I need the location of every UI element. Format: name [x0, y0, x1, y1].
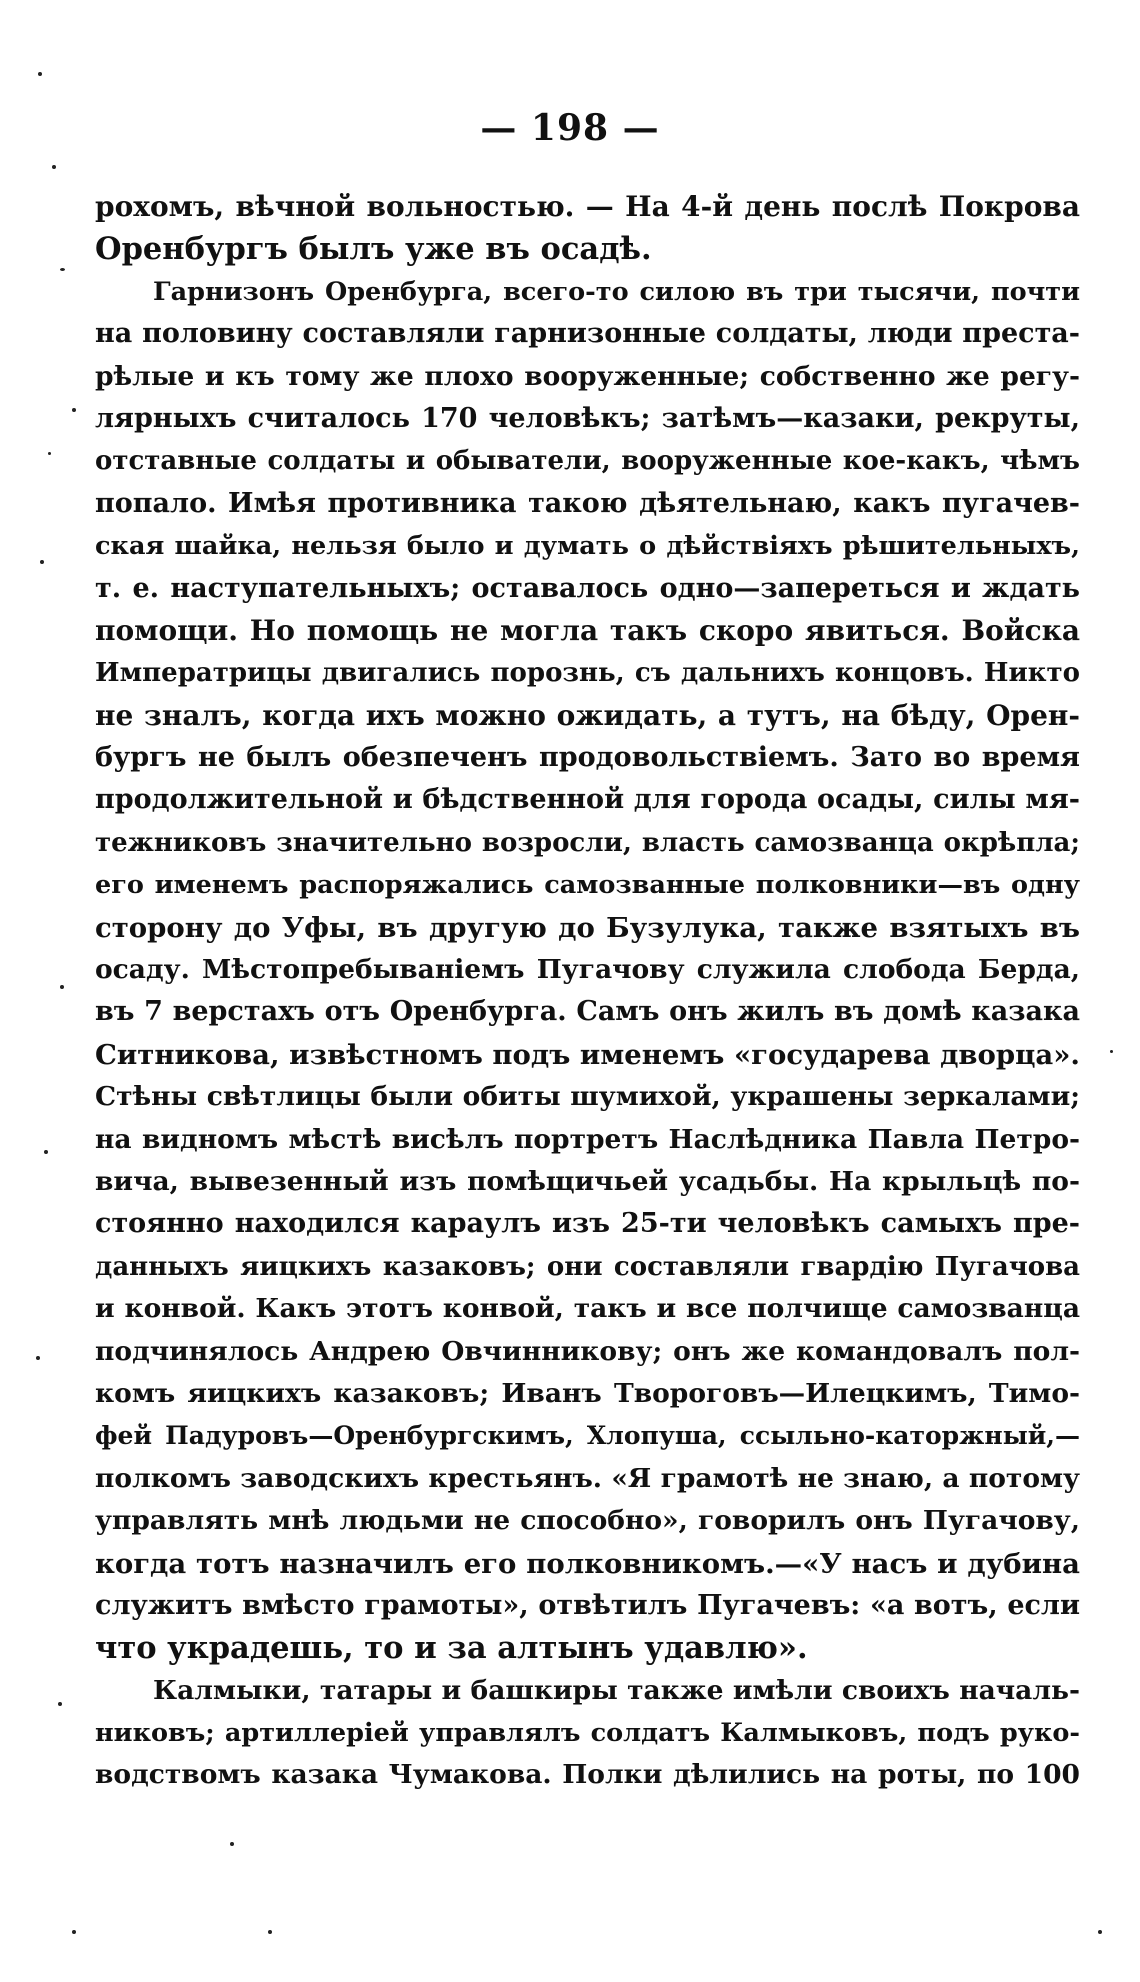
scan-speck — [44, 1150, 48, 1154]
scan-speck — [36, 1356, 40, 1360]
text-line: подчинялось Андрею Овчинникову; онъ же командовалъ пол- — [95, 1335, 1080, 1367]
text-line: бургъ не былъ обезпеченъ продовольствіемъ. Зато во время — [95, 742, 1080, 774]
text-line: Императрицы двигались порознь, съ дальнихъ концовъ. Никто — [95, 658, 1080, 689]
text-line: стоянно находился караулъ изъ 25-ти человѣкъ самыхъ пре- — [95, 1208, 1080, 1240]
text-line: комъ яицкихъ казаковъ; Иванъ Твороговъ—Илецкимъ, Тимо- — [95, 1377, 1080, 1409]
text-line: никовъ; артиллеріей управлялъ солдатъ Калмыковъ, подъ руко- — [95, 1718, 1080, 1749]
text-line: Стѣны свѣтлицы были обиты шумихой, украшены зеркалами; — [95, 1081, 1080, 1113]
scan-speck — [48, 452, 51, 455]
scan-speck — [40, 560, 44, 564]
text-line: сторону до Уфы, въ другую до Бузулука, также взятыхъ въ — [95, 911, 1080, 944]
text-line: его именемъ распоряжались самозванные полковники—въ одну — [95, 870, 1080, 901]
body-text — [95, 186, 1080, 1797]
text-line: Оренбургъ былъ уже въ осадѣ. — [95, 231, 652, 268]
text-line: на видномъ мѣстѣ висѣлъ портретъ Наслѣдника Павла Петро- — [95, 1123, 1080, 1155]
text-line: Гарнизонъ Оренбурга, всего-то силою въ три тысячи, почти — [153, 276, 1080, 307]
text-line: помощи. Но помощь не могла такъ скоро явиться. Войска — [95, 613, 1080, 647]
scan-speck — [268, 1930, 272, 1934]
text-line: вича, вывезенный изъ помѣщичьей усадьбы. На крыльцѣ по- — [95, 1165, 1080, 1197]
scan-speck — [1110, 1050, 1113, 1053]
text-line: т. е. наступательныхъ; оставалось одно—запереться и ждать — [95, 572, 1080, 604]
text-line: осаду. Мѣстопребываніемъ Пугачову служила слобода Берда, — [95, 954, 1080, 986]
text-line: и конвой. Какъ этотъ конвой, такъ и все полчище самозванца — [95, 1293, 1080, 1325]
text-line: служитъ вмѣсто грамоты», отвѣтилъ Пугачевъ: «а вотъ, если — [95, 1589, 1080, 1621]
scan-speck — [38, 72, 42, 76]
text-line: продолжительной и бѣдственной для города осады, силы мя- — [95, 784, 1080, 816]
text-line: не зналъ, когда ихъ можно ожидать, а тутъ, на бѣду, Орен- — [95, 698, 1080, 732]
scan-speck — [60, 268, 65, 271]
scan-speck — [72, 408, 76, 412]
text-line: Ситникова, извѣстномъ подъ именемъ «государева дворца». — [95, 1038, 1080, 1071]
text-line: данныхъ яицкихъ казаковъ; они составляли гвардію Пугачова — [95, 1251, 1080, 1282]
scan-speck — [72, 1930, 76, 1934]
text-line: лярныхъ считалось 170 человѣкъ; затѣмъ—казаки, рекруты, — [95, 402, 1080, 434]
text-line: рохомъ, вѣчной вольностью. — На 4-й день послѣ Покрова — [95, 190, 1080, 223]
scan-speck — [52, 165, 56, 169]
text-line: отставные солдаты и обыватели, вооруженные кое-какъ, чѣмъ — [95, 446, 1080, 477]
text-line: водствомъ казака Чумакова. Полки дѣлились на роты, по 100 — [95, 1759, 1080, 1791]
scan-speck — [60, 985, 64, 989]
text-line: рѣлые и къ тому же плохо вооруженные; собственно же регу- — [95, 360, 1080, 392]
text-line: ская шайка, нельзя было и думать о дѣйствіяхъ рѣшительныхъ, — [95, 531, 1080, 562]
text-line: когда тотъ назначилъ его полковникомъ.—«У насъ и дубина — [95, 1547, 1080, 1580]
text-line: что украдешь, то и за алтынъ удавлю». — [95, 1630, 808, 1667]
text-line: на половину составляли гарнизонные солдаты, люди преста- — [95, 318, 1080, 350]
text-line: тежниковъ значительно возросли, власть самозванца окрѣпла; — [95, 827, 1080, 858]
scan-speck — [1098, 1930, 1102, 1934]
page-number: — 198 — — [480, 107, 660, 149]
text-line: Калмыки, татары и башкиры также имѣли своихъ началь- — [153, 1674, 1080, 1706]
text-line: въ 7 верстахъ отъ Оренбурга. Самъ онъ жилъ въ домѣ казака — [95, 996, 1080, 1028]
scan-speck — [230, 1842, 234, 1846]
text-line: управлять мнѣ людьми не способно», говорилъ онъ Пугачову, — [95, 1505, 1080, 1537]
scan-speck — [58, 1702, 62, 1706]
text-line: попало. Имѣя противника такою дѣятельнаю, какъ пугачев- — [95, 487, 1080, 519]
text-line: полкомъ заводскихъ крестьянъ. «Я грамотѣ не знаю, а потому — [95, 1462, 1080, 1494]
text-line: фей Падуровъ—Оренбургскимъ, Хлопуша, ссыльно-каторжный,— — [95, 1421, 1080, 1451]
